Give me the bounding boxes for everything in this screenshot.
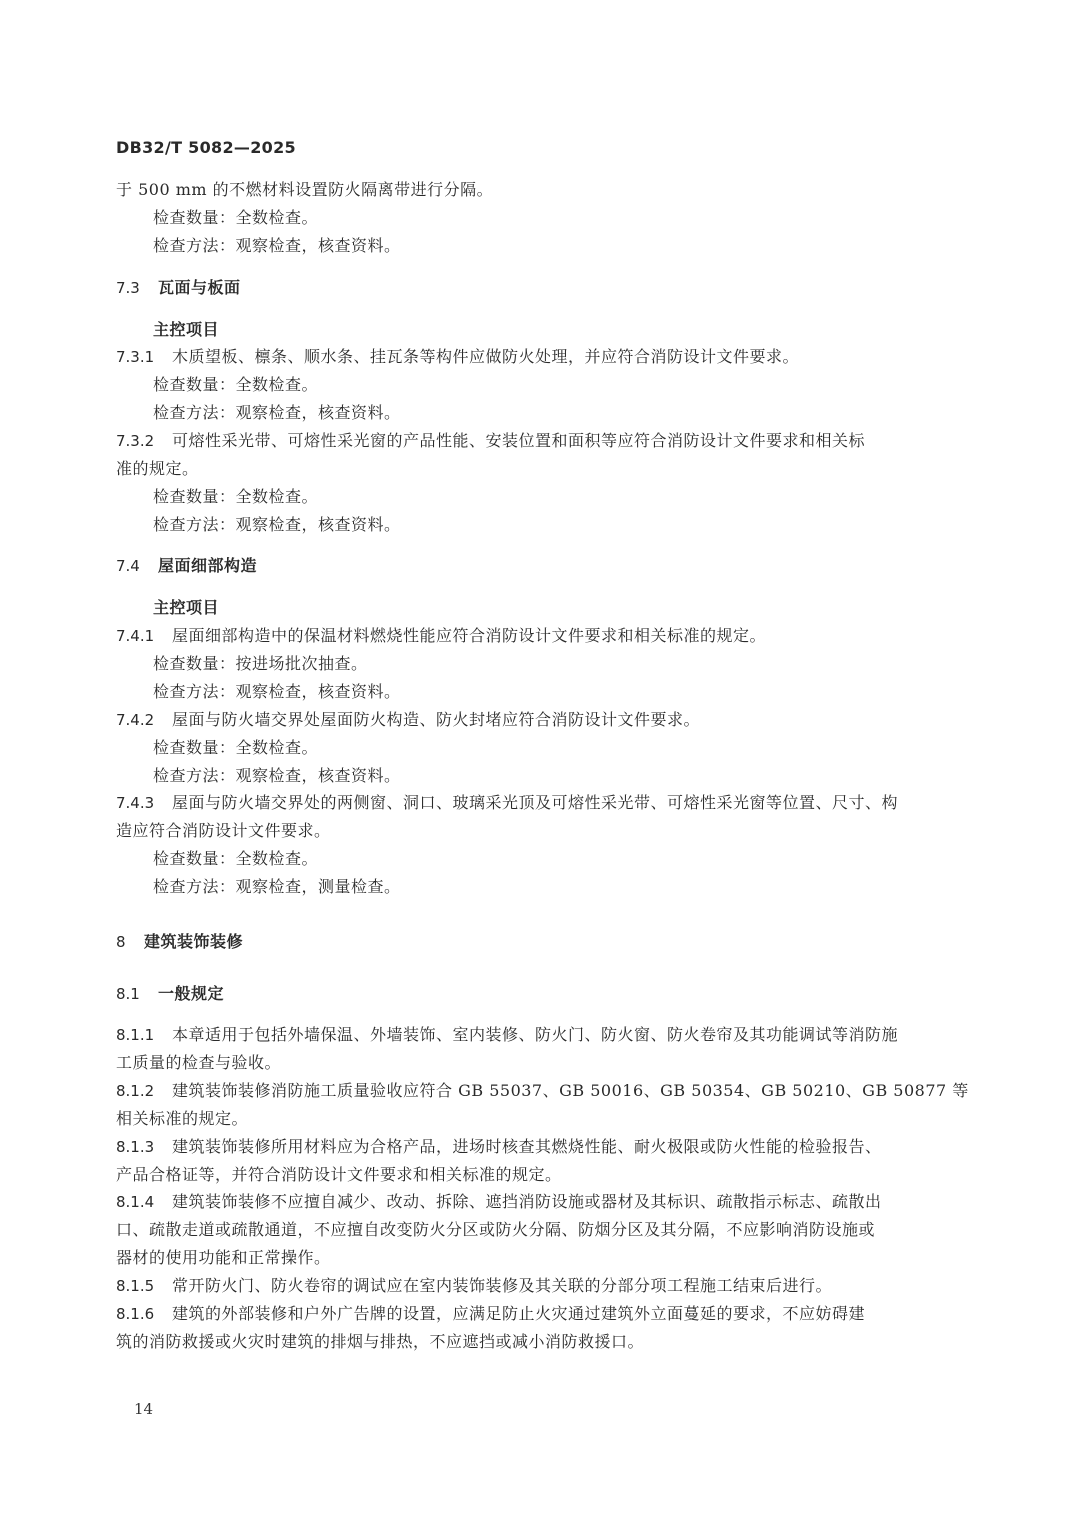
clause-8-1-4 [116, 1193, 942, 1211]
check-method-line: 检查方法：观察检查，核查资料。 [153, 403, 401, 422]
paragraph-line: 于 500 mm 的不燃材料设置防火隔离带进行分隔。 [116, 180, 494, 199]
clause-7-4-3 [116, 794, 942, 812]
clause-7-3-1 [116, 348, 942, 366]
clause-7-4-2 [116, 711, 942, 729]
clause-number: 7.4.3 [116, 794, 155, 812]
clause-number: 8.1.1 [116, 1026, 155, 1044]
clause-8-1-1 [116, 1026, 942, 1044]
section-heading-8-1 [116, 985, 942, 1003]
clause-number: 8.1.3 [116, 1138, 155, 1156]
subheading-main-items: 主控项目 [153, 598, 220, 617]
clause-continuation: 产品合格证等，并符合消防设计文件要求和相关标准的规定。 [116, 1165, 562, 1184]
clause-8-1-3 [116, 1138, 942, 1156]
clause-text: 屋面细部构造中的保温材料燃烧性能应符合消防设计文件要求和相关标准的规定。 [172, 626, 767, 645]
clause-continuation: 口、疏散走道或疏散通道，不应擅自改变防火分区或防火分隔、防烟分区及其分隔，不应影响消防设施或 [116, 1220, 876, 1239]
check-method-line: 检查方法：观察检查，测量检查。 [153, 877, 401, 896]
clause-number: 8.1.5 [116, 1277, 155, 1295]
section-title: 瓦面与板面 [158, 278, 241, 297]
clause-text: 建筑装饰装修不应擅自减少、改动、拆除、遮挡消防设施或器材及其标识、疏散指示标志、疏散出 [172, 1192, 882, 1211]
clause-number: 8.1.2 [116, 1082, 155, 1100]
section-title: 一般规定 [158, 984, 225, 1003]
clause-7-4-1 [116, 627, 942, 645]
section-heading-7-4 [116, 557, 942, 575]
clause-text: 建筑的外部装修和户外广告牌的设置，应满足防止火灾通过建筑外立面蔓延的要求，不应妨碍建 [172, 1304, 866, 1323]
clause-number: 7.4.1 [116, 627, 155, 645]
check-quantity-line: 检查数量：全数检查。 [153, 208, 319, 227]
clause-continuation: 准的规定。 [116, 459, 199, 478]
clause-number: 7.3.1 [116, 348, 155, 366]
clause-text: 屋面与防火墙交界处的两侧窗、洞口、玻璃采光顶及可熔性采光带、可熔性采光窗等位置、尺寸、构 [172, 793, 899, 812]
check-quantity-line: 检查数量：全数检查。 [153, 849, 319, 868]
clause-8-1-2 [116, 1081, 969, 1100]
section-title: 屋面细部构造 [158, 556, 258, 575]
clause-text: 建筑装饰装修所用材料应为合格产品，进场时核查其燃烧性能、耐火极限或防火性能的检验报告、 [172, 1137, 882, 1156]
clause-text: 常开防火门、防火卷帘的调试应在室内装饰装修及其关联的分部分项工程施工结束后进行。 [172, 1276, 833, 1295]
check-quantity-line: 检查数量：全数检查。 [153, 487, 319, 506]
clause-text: 建筑装饰装修消防施工质量验收应符合 GB 55037、GB 50016、GB 50354、GB 50210、GB 50877 等 [172, 1081, 969, 1100]
chapter-heading-8 [116, 933, 942, 951]
clause-number: 8.1.6 [116, 1305, 155, 1323]
check-method-line: 检查方法：观察检查，核查资料。 [153, 236, 401, 255]
chapter-number: 8 [116, 933, 126, 951]
clause-continuation: 相关标准的规定。 [116, 1109, 249, 1128]
clause-number: 7.3.2 [116, 432, 155, 450]
clause-text: 木质望板、檩条、顺水条、挂瓦条等构件应做防火处理，并应符合消防设计文件要求。 [172, 347, 800, 366]
section-number: 8.1 [116, 985, 140, 1003]
check-quantity-line: 检查数量：全数检查。 [153, 738, 319, 757]
clause-7-3-2 [116, 432, 942, 450]
clause-text: 本章适用于包括外墙保温、外墙装饰、室内装修、防火门、防火窗、防火卷帘及其功能调试等消防施 [172, 1025, 899, 1044]
clause-continuation: 工质量的检查与验收。 [116, 1053, 282, 1072]
chapter-title: 建筑装饰装修 [144, 932, 244, 951]
clause-8-1-5 [116, 1277, 942, 1295]
section-number: 7.3 [116, 279, 140, 297]
section-heading-7-3 [116, 279, 942, 297]
clause-continuation: 造应符合消防设计文件要求。 [116, 821, 331, 840]
page-number: 14 [134, 1400, 154, 1418]
check-quantity-line: 检查数量：全数检查。 [153, 375, 319, 394]
clause-text: 可熔性采光带、可熔性采光窗的产品性能、安装位置和面积等应符合消防设计文件要求和相关标 [172, 431, 866, 450]
check-quantity-line: 检查数量：按进场批次抽查。 [153, 654, 368, 673]
standard-code-header: DB32/T 5082—2025 [116, 138, 296, 157]
subheading-main-items: 主控项目 [153, 320, 220, 339]
check-method-line: 检查方法：观察检查，核查资料。 [153, 766, 401, 785]
check-method-line: 检查方法：观察检查，核查资料。 [153, 515, 401, 534]
clause-number: 8.1.4 [116, 1193, 155, 1211]
clause-continuation: 器材的使用功能和正常操作。 [116, 1248, 331, 1267]
clause-text: 屋面与防火墙交界处屋面防火构造、防火封堵应符合消防设计文件要求。 [172, 710, 701, 729]
section-number: 7.4 [116, 557, 140, 575]
clause-8-1-6 [116, 1305, 942, 1323]
check-method-line: 检查方法：观察检查，核查资料。 [153, 682, 401, 701]
clause-continuation: 筑的消防救援或火灾时建筑的排烟与排热，不应遮挡或减小消防救援口。 [116, 1332, 645, 1351]
clause-number: 7.4.2 [116, 711, 155, 729]
